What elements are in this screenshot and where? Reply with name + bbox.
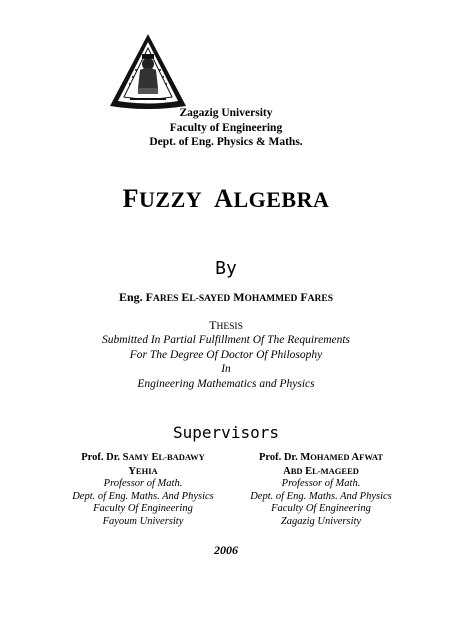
supervisor-1-name-part: E	[151, 452, 159, 463]
supervisor-2-name-part: M	[300, 452, 311, 463]
thesis-year: 2006	[214, 543, 238, 557]
title-initial-1: F	[122, 184, 140, 213]
thesis-line-4: Engineering Mathematics and Physics	[137, 377, 315, 390]
supervisor-2	[226, 451, 416, 528]
supervisor-2-name-part: FWAT	[359, 452, 384, 462]
supervisor-2-name-line-2	[226, 465, 416, 479]
supervisor-1	[48, 451, 238, 528]
title-initial-2: A	[214, 184, 234, 213]
supervisor-2-name-part: A	[283, 465, 291, 477]
supervisor-1-faculty: Faculty Of Engineering	[93, 503, 193, 514]
author-name	[0, 290, 452, 305]
supervisor-2-dept: Dept. of Eng. Maths. And Physics	[250, 490, 392, 502]
thesis-line-1: Submitted In Partial Fulfillment Of The Requirements	[101, 334, 351, 346]
supervisor-2-name	[226, 451, 416, 465]
supervisor-2-faculty: Faculty Of Engineering	[271, 503, 371, 514]
supervisor-1-name-part: AMY	[128, 452, 149, 462]
supervisor-2-name-part: L-MAGEED	[312, 465, 359, 476]
title-rest-2: LGEBRA	[233, 187, 330, 212]
institution-block	[0, 106, 452, 150]
zagazig-university-seal-icon	[108, 32, 188, 112]
supervisor-1-name-part: EHIA	[135, 465, 158, 476]
author-part: F	[145, 290, 154, 304]
department-name: Dept. of Eng. Physics & Maths.	[149, 136, 303, 148]
supervisor-2-name-part: BD	[290, 465, 303, 476]
author-part: F	[300, 290, 308, 304]
supervisor-1-university: Fayoum University	[102, 515, 184, 527]
supervisor-1-name-part: L-BADAWY	[158, 452, 205, 462]
thesis-label-initial: T	[209, 318, 217, 332]
supervisor-2-name-part: E	[305, 465, 313, 477]
by-label: By	[215, 258, 237, 279]
supervisor-1-dept: Dept. of Eng. Maths. And Physics	[72, 490, 214, 502]
supervisor-2-prefix: Prof. Dr.	[258, 452, 298, 463]
supervisor-2-name-part: A	[351, 452, 360, 463]
thesis-title	[0, 184, 452, 214]
thesis-line-2: For The Degree Of Doctor Of Philosophy	[129, 348, 323, 361]
thesis-label	[0, 318, 452, 333]
supervisors-heading: Supervisors	[173, 423, 279, 442]
supervisor-1-name	[48, 451, 238, 465]
university-name: Zagazig University	[179, 107, 273, 119]
faculty-name: Faculty of Engineering	[169, 121, 283, 134]
thesis-line-3: In	[221, 363, 231, 375]
author-part: ARES	[153, 294, 179, 304]
author-part: OHAMMED	[244, 294, 298, 304]
title-rest-1: UZZY	[139, 187, 203, 212]
supervisor-1-name-part: Y	[128, 465, 136, 477]
thesis-label-rest: HESIS	[216, 322, 243, 332]
supervisor-1-name-part: S	[122, 452, 129, 463]
supervisor-1-prefix: Prof. Dr.	[81, 452, 121, 463]
author-part: E	[181, 290, 190, 304]
supervisor-2-name-part: OHAMED	[310, 452, 350, 462]
supervisor-2-university: Zagazig University	[280, 515, 362, 527]
author-part: M	[233, 290, 245, 304]
author-part: ARES	[307, 294, 334, 304]
author-prefix: Eng.	[118, 290, 143, 304]
supervisor-1-name-line-2	[48, 465, 238, 479]
thesis-description	[0, 333, 452, 391]
author-part: L-SAYED	[189, 294, 231, 304]
supervisor-1-role: Professor of Math.	[103, 478, 183, 489]
supervisor-2-role: Professor of Math.	[281, 478, 361, 489]
